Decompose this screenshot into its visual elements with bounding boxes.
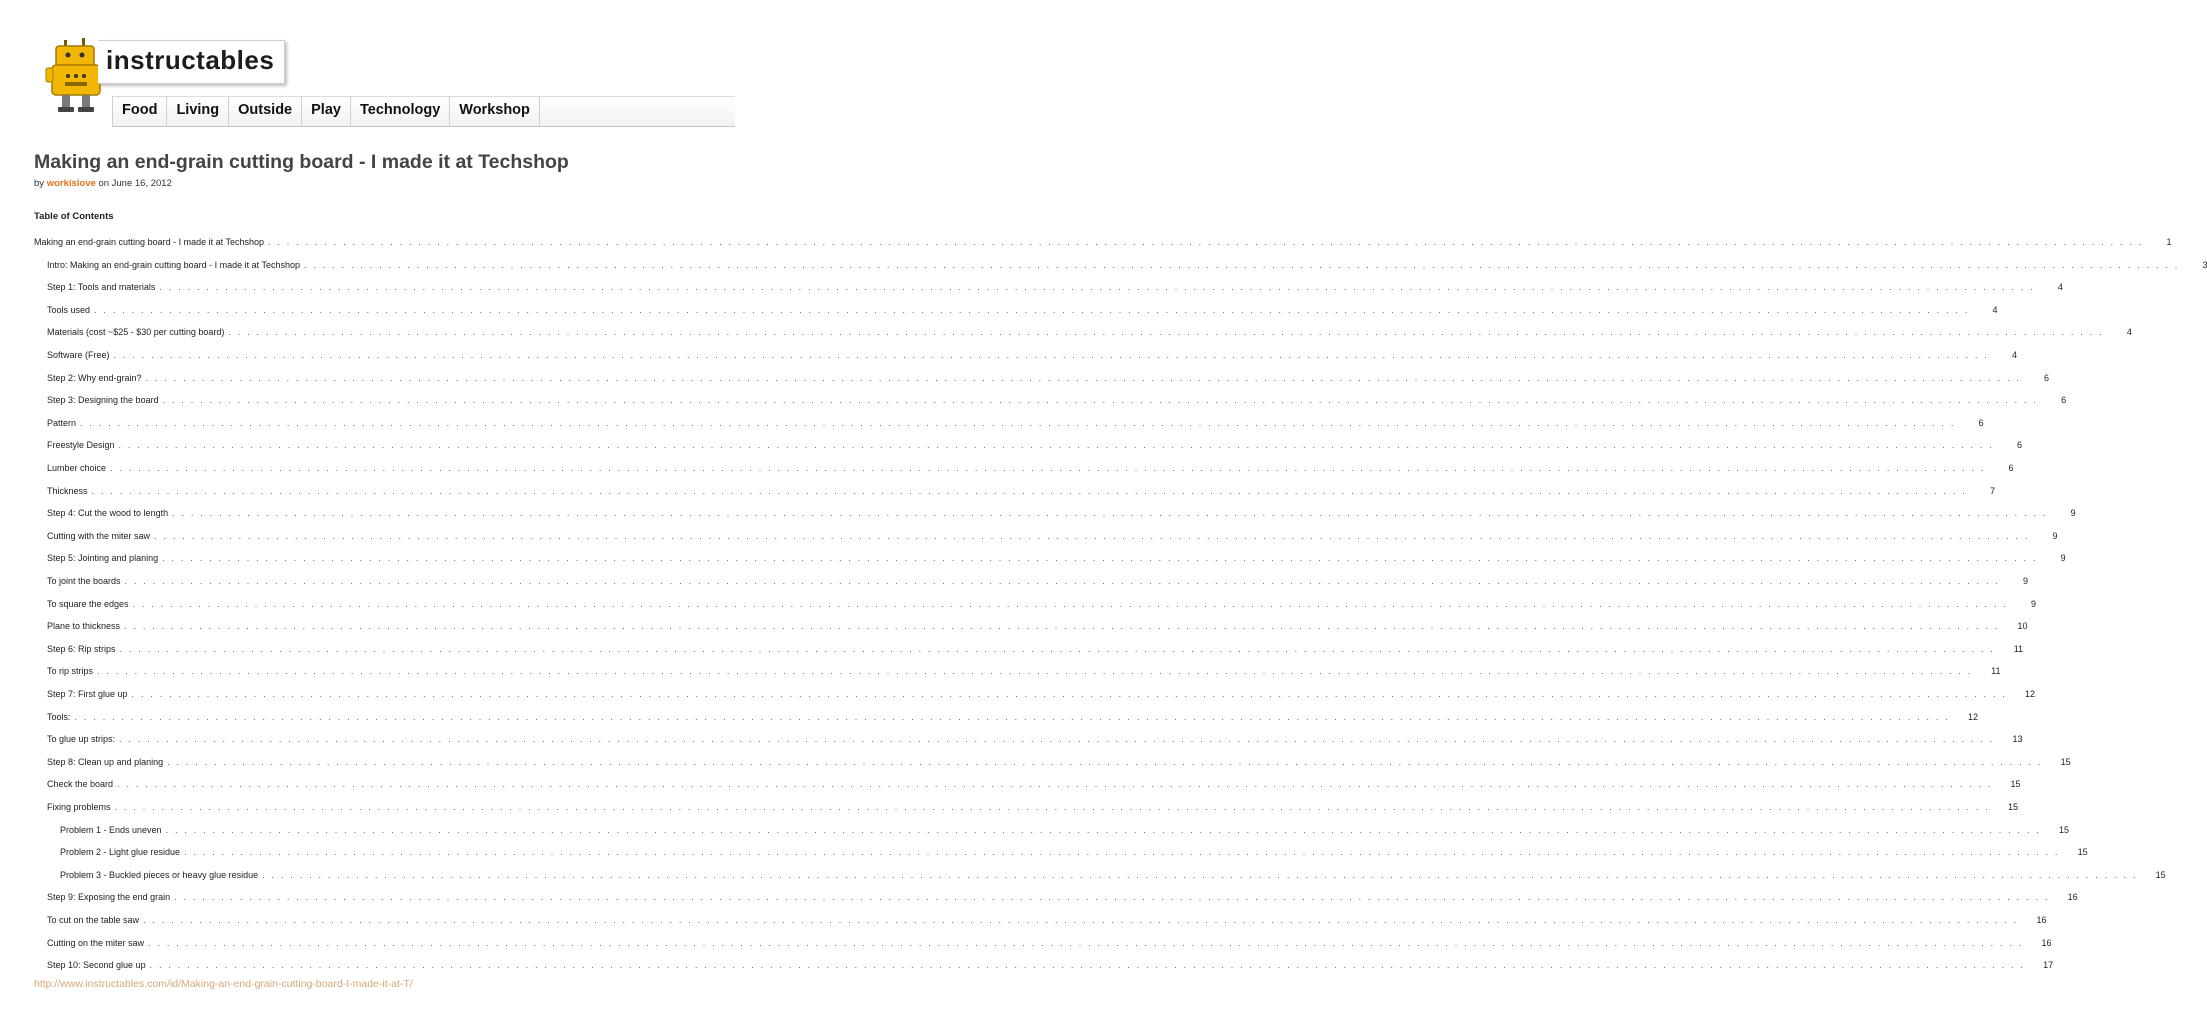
toc-entry-label: Making an end-grain cutting board - I made it at Techshop — [34, 237, 264, 247]
toc-entry-label: Thickness — [47, 485, 88, 496]
toc-leader-dots: . . . . . . . . . . . . . . . . . . . . . . . . . . . . . . . . . . . . . . . . . . . . . . . . . . . . . . . . . . . . . . . . . . . . . . . . . . . . . . . . . . . . . . . . . . . . . . . . . . . . . . . . . . . . . . . . . . . . . . . . . . . . . . . . . . . . . . . . . . . . . . . . . . . . . . . . . . . . . . . . . . . . . . . . . . . . . . . . . . . . . . . . . . . . . . . . . . . . . . . . — [172, 508, 2048, 519]
toc-leader-dots: . . . . . . . . . . . . . . . . . . . . . . . . . . . . . . . . . . . . . . . . . . . . . . . . . . . . . . . . . . . . . . . . . . . . . . . . . . . . . . . . . . . . . . . . . . . . . . . . . . . . . . . . . . . . . . . . . . . . . . . . . . . . . . . . . . . . . . . . . . . . . . . . . . . . . . . . . . . . . . . . . . . . . . . . . . . . . . . . . . . . . . . . . . . . . . . . . . . . . . . . — [262, 869, 2138, 880]
toc-entry-page: 3 — [2202, 259, 2207, 270]
byline-prefix: by — [34, 178, 45, 189]
toc-entry[interactable] — [0, 530, 2058, 543]
toc-entry-label: Freestyle Design — [47, 440, 115, 451]
toc-leader-dots: . . . . . . . . . . . . . . . . . . . . . . . . . . . . . . . . . . . . . . . . . . . . . . . . . . . . . . . . . . . . . . . . . . . . . . . . . . . . . . . . . . . . . . . . . . . . . . . . . . . . . . . . . . . . . . . . . . . . . . . . . . . . . . . . . . . . . . . . . . . . . . . . . . . . . . . . . . . . . . . . . . . . . . . . . . . . . . . . . . . . . . . . . . . . . . . . . . . . . . . . — [80, 417, 1956, 428]
toc-entry-page: 7 — [1990, 485, 1996, 496]
toc-entry[interactable] — [0, 824, 2070, 837]
toc-entry[interactable] — [0, 688, 2036, 701]
toc-leader-dots: . . . . . . . . . . . . . . . . . . . . . . . . . . . . . . . . . . . . . . . . . . . . . . . . . . . . . . . . . . . . . . . . . . . . . . . . . . . . . . . . . . . . . . . . . . . . . . . . . . . . . . . . . . . . . . . . . . . . . . . . . . . . . . . . . . . . . . . . . . . . . . . . . . . . . . . . . . . . . . . . . . . . . . . . . . . . . . . . . . . . . . . . . . . . . . . . . . . . . . . . — [124, 621, 2000, 632]
nav-food[interactable]: Food — [112, 97, 167, 126]
toc-entry-label: Step 7: First glue up — [47, 689, 128, 699]
toc-entry[interactable] — [0, 552, 2066, 565]
toc-entry-label: Step 5: Jointing and planing — [47, 553, 159, 564]
toc-leader-dots: . . . . . . . . . . . . . . . . . . . . . . . . . . . . . . . . . . . . . . . . . . . . . . . . . . . . . . . . . . . . . . . . . . . . . . . . . . . . . . . . . . . . . . . . . . . . . . . . . . . . . . . . . . . . . . . . . . . . . . . . . . . . . . . . . . . . . . . . . . . . . . . . . . . . . . . . . . . . . . . . . . . . . . . . . . . . . . . . . . . . . . . . . . . . . . . . . . . . . . . . — [97, 666, 1973, 677]
toc-entry-label: To joint the boards — [47, 576, 121, 586]
toc-entry-page: 12 — [1968, 711, 1979, 722]
toc-entry-page: 4 — [1992, 304, 1998, 315]
toc-leader-dots: . . . . . . . . . . . . . . . . . . . . . . . . . . . . . . . . . . . . . . . . . . . . . . . . . . . . . . . . . . . . . . . . . . . . . . . . . . . . . . . . . . . . . . . . . . . . . . . . . . . . . . . . . . . . . . . . . . . . . . . . . . . . . . . . . . . . . . . . . . . . . . . . . . . . . . . . . . . . . . . . . . . . . . . . . . . . . . . . . . . . . . . . . . . . . . . . . . . . . . . . — [118, 440, 1995, 451]
nav-play[interactable]: Play — [302, 97, 351, 126]
toc-entry-page: 6 — [2044, 372, 2050, 383]
toc-entry-label: Plane to thickness — [47, 621, 121, 632]
toc-entry[interactable] — [0, 778, 2021, 791]
toc-entry-page: 6 — [2008, 463, 2014, 473]
toc-entry-label: To glue up strips: — [47, 734, 116, 745]
toc-entry-label: Intro: Making an end-grain cutting board - I made it at Techshop — [47, 259, 300, 270]
toc-entry-label: Software (Free) — [47, 350, 110, 360]
toc-entry[interactable] — [0, 756, 2071, 769]
nav-living[interactable]: Living — [167, 97, 229, 126]
toc-entry[interactable] — [0, 733, 2023, 746]
toc-leader-dots: . . . . . . . . . . . . . . . . . . . . . . . . . . . . . . . . . . . . . . . . . . . . . . . . . . . . . . . . . . . . . . . . . . . . . . . . . . . . . . . . . . . . . . . . . . . . . . . . . . . . . . . . . . . . . . . . . . . . . . . . . . . . . . . . . . . . . . . . . . . . . . . . . . . . . . . . . . . . . . . . . . . . . . . . . . . . . . . . . . . . . . . . . . . . . . . . . . . . . . . . — [148, 937, 2024, 948]
toc-entry-page: 9 — [2070, 508, 2076, 519]
toc-entry[interactable] — [0, 349, 2018, 362]
toc-leader-dots: . . . . . . . . . . . . . . . . . . . . . . . . . . . . . . . . . . . . . . . . . . . . . . . . . . . . . . . . . . . . . . . . . . . . . . . . . . . . . . . . . . . . . . . . . . . . . . . . . . . . . . . . . . . . . . . . . . . . . . . . . . . . . . . . . . . . . . . . . . . . . . . . . . . . . . . . . . . . . . . . . . . . . . . . . . . . . . . . . . . . . . . . . . . . . . . . . . . . . . . . — [91, 485, 1968, 496]
toc-entry[interactable] — [0, 304, 1998, 317]
toc-entry-label: Step 10: Second glue up — [47, 960, 146, 971]
toc-entry-page: 6 — [1978, 417, 1984, 428]
toc-leader-dots: . . . . . . . . . . . . . . . . . . . . . . . . . . . . . . . . . . . . . . . . . . . . . . . . . . . . . . . . . . . . . . . . . . . . . . . . . . . . . . . . . . . . . . . . . . . . . . . . . . . . . . . . . . . . . . . . . . . . . . . . . . . . . . . . . . . . . . . . . . . . . . . . . . . . . . . . . . . . . . . . . . . . . . . . . . . . . . . . . . . . . . . . . . . . . . . . . . . . . . . . — [110, 463, 1986, 473]
toc-entry[interactable] — [0, 462, 2014, 475]
toc-entry[interactable] — [0, 236, 2172, 249]
toc-leader-dots: . . . . . . . . . . . . . . . . . . . . . . . . . . . . . . . . . . . . . . . . . . . . . . . . . . . . . . . . . . . . . . . . . . . . . . . . . . . . . . . . . . . . . . . . . . . . . . . . . . . . . . . . . . . . . . . . . . . . . . . . . . . . . . . . . . . . . . . . . . . . . . . . . . . . . . . . . . . . . . . . . . . . . . . . . . . . . . . . . . . . . . . . . . . . . . . . . . . . . . . . — [228, 327, 2104, 338]
toc-entry-label: Cutting on the miter saw — [47, 937, 145, 948]
toc-entry-label: Lumber choice — [47, 463, 107, 473]
toc-leader-dots: . . . . . . . . . . . . . . . . . . . . . . . . . . . . . . . . . . . . . . . . . . . . . . . . . . . . . . . . . . . . . . . . . . . . . . . . . . . . . . . . . . . . . . . . . . . . . . . . . . . . . . . . . . . . . . . . . . . . . . . . . . . . . . . . . . . . . . . . . . . . . . . . . . . . . . . . . . . . . . . . . . . . . . . . . . . . . . . . . . . . . . . . . . . . . . . . . . . . . . . . — [124, 576, 2001, 586]
toc-entry-label: To cut on the table saw — [47, 915, 140, 925]
toc-entry[interactable] — [0, 869, 2166, 882]
toc-entry-page: 1 — [2166, 237, 2172, 247]
toc-entry-label: Step 1: Tools and materials — [47, 282, 156, 293]
toc-entry[interactable] — [0, 914, 2047, 927]
publish-date: on June 16, 2012 — [98, 178, 172, 189]
toc-entry[interactable] — [0, 326, 2132, 339]
toc-entry-page: 15 — [2155, 869, 2166, 880]
toc-entry[interactable] — [0, 485, 1996, 498]
toc-entry-page: 12 — [2025, 689, 2036, 699]
nav-technology[interactable]: Technology — [351, 97, 450, 126]
toc-entry-label: Pattern — [47, 417, 77, 428]
toc-entry[interactable] — [0, 643, 2024, 656]
toc-entry-label: To rip strips — [47, 666, 94, 677]
toc-entry[interactable] — [0, 439, 2023, 452]
toc-entry-page: 4 — [2126, 327, 2132, 338]
toc-entry[interactable] — [0, 417, 1984, 430]
toc-entry[interactable] — [0, 507, 2076, 520]
toc-leader-dots: . . . . . . . . . . . . . . . . . . . . . . . . . . . . . . . . . . . . . . . . . . . . . . . . . . . . . . . . . . . . . . . . . . . . . . . . . . . . . . . . . . . . . . . . . . . . . . . . . . . . . . . . . . . . . . . . . . . . . . . . . . . . . . . . . . . . . . . . . . . . . . . . . . . . . . . . . . . . . . . . . . . . . . . . . . . . . . . . . . . . . . . . . . . . . . . . . . . . . . . . — [94, 304, 1970, 315]
toc-entry-page: 17 — [2043, 960, 2054, 971]
toc-leader-dots: . . . . . . . . . . . . . . . . . . . . . . . . . . . . . . . . . . . . . . . . . . . . . . . . . . . . . . . . . . . . . . . . . . . . . . . . . . . . . . . . . . . . . . . . . . . . . . . . . . . . . . . . . . . . . . . . . . . . . . . . . . . . . . . . . . . . . . . . . . . . . . . . . . . . . . . . . . . . . . . . . . . . . . . . . . . . . . . . . . . . . . . . . . . . . . . . . . . . . . . . — [114, 802, 1991, 812]
toc-leader-dots: . . . . . . . . . . . . . . . . . . . . . . . . . . . . . . . . . . . . . . . . . . . . . . . . . . . . . . . . . . . . . . . . . . . . . . . . . . . . . . . . . . . . . . . . . . . . . . . . . . . . . . . . . . . . . . . . . . . . . . . . . . . . . . . . . . . . . . . . . . . . . . . . . . . . . . . . . . . . . . . . . . . . . . . . . . . . . . . . . . . . . . . . . . . . . . . . . . . . . . . . — [74, 711, 1951, 722]
toc-leader-dots: . . . . . . . . . . . . . . . . . . . . . . . . . . . . . . . . . . . . . . . . . . . . . . . . . . . . . . . . . . . . . . . . . . . . . . . . . . . . . . . . . . . . . . . . . . . . . . . . . . . . . . . . . . . . . . . . . . . . . . . . . . . . . . . . . . . . . . . . . . . . . . . . . . . . . . . . . . . . . . . . . . . . . . . . . . . . . . . . . . . . . . . . . . . . . . . . . . . . . . . . — [174, 892, 2050, 903]
toc-entry-page: 4 — [2057, 282, 2063, 293]
toc-entry[interactable] — [0, 281, 2063, 294]
toc-entry-label: Step 9: Exposing the end grain — [47, 892, 171, 903]
category-nav — [112, 96, 735, 127]
toc-entry-page: 6 — [2017, 440, 2023, 451]
toc-entry-label: Tools: — [47, 711, 71, 722]
toc-heading: Table of Contents — [34, 211, 114, 222]
toc-entry-page: 9 — [2031, 598, 2037, 609]
toc-entry-page: 15 — [2060, 756, 2071, 767]
toc-entry-page: 11 — [1991, 666, 2001, 677]
toc-entry[interactable] — [0, 711, 1979, 724]
toc-entry-label: Tools used — [47, 304, 91, 315]
toc-entry[interactable] — [0, 575, 2029, 588]
toc-entry-label: Problem 3 - Buckled pieces or heavy glue residue — [60, 869, 259, 880]
toc-entry-page: 13 — [2012, 734, 2023, 745]
toc-leader-dots: . . . . . . . . . . . . . . . . . . . . . . . . . . . . . . . . . . . . . . . . . . . . . . . . . . . . . . . . . . . . . . . . . . . . . . . . . . . . . . . . . . . . . . . . . . . . . . . . . . . . . . . . . . . . . . . . . . . . . . . . . . . . . . . . . . . . . . . . . . . . . . . . . . . . . . . . . . . . . . . . . . . . . . . . . . . . . . . . . . . . . . . . . . . . . . . . . . . . . . . . — [165, 824, 2042, 835]
author-link[interactable]: workislove — [46, 178, 96, 189]
toc-entry[interactable] — [0, 801, 2019, 814]
toc-leader-dots: . . . . . . . . . . . . . . . . . . . . . . . . . . . . . . . . . . . . . . . . . . . . . . . . . . . . . . . . . . . . . . . . . . . . . . . . . . . . . . . . . . . . . . . . . . . . . . . . . . . . . . . . . . . . . . . . . . . . . . . . . . . . . . . . . . . . . . . . . . . . . . . . . . . . . . . . . . . . . . . . . . . . . . . . . . . . . . . . . . . . . . . . . . . . . . . . . . . . . . . . — [167, 756, 2043, 767]
toc-entry-label: Step 4: Cut the wood to length — [47, 508, 169, 519]
toc-leader-dots: . . . . . . . . . . . . . . . . . . . . . . . . . . . . . . . . . . . . . . . . . . . . . . . . . . . . . . . . . . . . . . . . . . . . . . . . . . . . . . . . . . . . . . . . . . . . . . . . . . . . . . . . . . . . . . . . . . . . . . . . . . . . . . . . . . . . . . . . . . . . . . . . . . . . . . . . . . . . . . . . . . . . . . . . . . . . . . . . . . . . . . . . . . . . . . . . . . . . . . . . — [162, 553, 2038, 564]
page-title: Making an end-grain cutting board - I made it at Techshop — [34, 151, 569, 173]
toc-entry-page: 15 — [2008, 802, 2019, 812]
toc-leader-dots: . . . . . . . . . . . . . . . . . . . . . . . . . . . . . . . . . . . . . . . . . . . . . . . . . . . . . . . . . . . . . . . . . . . . . . . . . . . . . . . . . . . . . . . . . . . . . . . . . . . . . . . . . . . . . . . . . . . . . . . . . . . . . . . . . . . . . . . . . . . . . . . . . . . . . . . . . . . . . . . . . . . . . . . . . . . . . . . . . . . . . . . . . . . . . . . . . . . . . . . . — [131, 689, 2008, 699]
toc-entry-label: Step 3: Designing the board — [47, 395, 159, 406]
toc-entry-page: 15 — [2059, 824, 2070, 835]
toc-entry-label: Step 2: Why end-grain? — [47, 372, 142, 383]
toc-entry-label: Problem 2 - Light glue residue — [60, 847, 181, 858]
toc-entry-label: Step 6: Rip strips — [47, 643, 116, 654]
toc-leader-dots: . . . . . . . . . . . . . . . . . . . . . . . . . . . . . . . . . . . . . . . . . . . . . . . . . . . . . . . . . . . . . . . . . . . . . . . . . . . . . . . . . . . . . . . . . . . . . . . . . . . . . . . . . . . . . . . . . . . . . . . . . . . . . . . . . . . . . . . . . . . . . . . . . . . . . . . . . . . . . . . . . . . . . . . . . . . . . . . . . . . . . . . . . . . . . . . . . . . . . . . . — [159, 282, 2035, 293]
toc-entry-label: Materials (cost ~$25 - $30 per cutting board) — [47, 327, 225, 338]
toc-leader-dots: . . . . . . . . . . . . . . . . . . . . . . . . . . . . . . . . . . . . . . . . . . . . . . . . . . . . . . . . . . . . . . . . . . . . . . . . . . . . . . . . . . . . . . . . . . . . . . . . . . . . . . . . . . . . . . . . . . . . . . . . . . . . . . . . . . . . . . . . . . . . . . . . . . . . . . . . . . . . . . . . . . . . . . . . . . . . . . . . . . . . . . . . . . . . . . . . . . . . . . . . — [149, 960, 2026, 971]
toc-leader-dots: . . . . . . . . . . . . . . . . . . . . . . . . . . . . . . . . . . . . . . . . . . . . . . . . . . . . . . . . . . . . . . . . . . . . . . . . . . . . . . . . . . . . . . . . . . . . . . . . . . . . . . . . . . . . . . . . . . . . . . . . . . . . . . . . . . . . . . . . . . . . . . . . . . . . . . . . . . . . . . . . . . . . . . . . . . . . . . . . . . . . . . . . . . . . . . . . . . . . . . . . — [119, 734, 1995, 745]
toc-entry-page: 16 — [2036, 915, 2047, 925]
toc-leader-dots: . . . . . . . . . . . . . . . . . . . . . . . . . . . . . . . . . . . . . . . . . . . . . . . . . . . . . . . . . . . . . . . . . . . . . . . . . . . . . . . . . . . . . . . . . . . . . . . . . . . . . . . . . . . . . . . . . . . . . . . . . . . . . . . . . . . . . . . . . . . . . . . . . . . . . . . . . . . . . . . . . . . . . . . . . . . . . . . . . . . . . . . . . . . . . . . . . . . . . . . . — [267, 237, 2144, 247]
toc-entry-page: 11 — [2013, 643, 2024, 654]
toc-leader-dots: . . . . . . . . . . . . . . . . . . . . . . . . . . . . . . . . . . . . . . . . . . . . . . . . . . . . . . . . . . . . . . . . . . . . . . . . . . . . . . . . . . . . . . . . . . . . . . . . . . . . . . . . . . . . . . . . . . . . . . . . . . . . . . . . . . . . . . . . . . . . . . . . . . . . . . . . . . . . . . . . . . . . . . . . . . . . . . . . . . . . . . . . . . . . . . . . . . . . . . . . — [154, 530, 2030, 541]
toc-entry[interactable] — [0, 959, 2054, 972]
nav-outside[interactable]: Outside — [229, 97, 302, 126]
toc-entry-label: Fixing problems — [47, 802, 111, 812]
toc-leader-dots: . . . . . . . . . . . . . . . . . . . . . . . . . . . . . . . . . . . . . . . . . . . . . . . . . . . . . . . . . . . . . . . . . . . . . . . . . . . . . . . . . . . . . . . . . . . . . . . . . . . . . . . . . . . . . . . . . . . . . . . . . . . . . . . . . . . . . . . . . . . . . . . . . . . . . . . . . . . . . . . . . . . . . . . . . . . . . . . . . . . . . . . . . . . . . . . . . . . . . . . . — [145, 372, 2022, 383]
toc-leader-dots: . . . . . . . . . . . . . . . . . . . . . . . . . . . . . . . . . . . . . . . . . . . . . . . . . . . . . . . . . . . . . . . . . . . . . . . . . . . . . . . . . . . . . . . . . . . . . . . . . . . . . . . . . . . . . . . . . . . . . . . . . . . . . . . . . . . . . . . . . . . . . . . . . . . . . . . . . . . . . . . . . . . . . . . . . . . . . . . . . . . . . . . . . . . . . . . . . . . . . . . . — [184, 847, 2060, 858]
toc-entry[interactable] — [0, 372, 2050, 385]
toc-entry[interactable] — [0, 394, 2067, 407]
toc-entry[interactable] — [0, 259, 2207, 272]
toc-entry-page: 9 — [2023, 576, 2029, 586]
toc-leader-dots: . . . . . . . . . . . . . . . . . . . . . . . . . . . . . . . . . . . . . . . . . . . . . . . . . . . . . . . . . . . . . . . . . . . . . . . . . . . . . . . . . . . . . . . . . . . . . . . . . . . . . . . . . . . . . . . . . . . . . . . . . . . . . . . . . . . . . . . . . . . . . . . . . . . . . . . . . . . . . . . . . . . . . . . . . . . . . . . . . . . . . . . . . . . . . . . . . . . . . . . . — [119, 643, 1996, 654]
toc-entry-page: 9 — [2052, 530, 2058, 541]
toc-entry[interactable] — [0, 598, 2037, 611]
toc-entry-page: 10 — [2017, 621, 2028, 632]
toc-leader-dots: . . . . . . . . . . . . . . . . . . . . . . . . . . . . . . . . . . . . . . . . . . . . . . . . . . . . . . . . . . . . . . . . . . . . . . . . . . . . . . . . . . . . . . . . . . . . . . . . . . . . . . . . . . . . . . . . . . . . . . . . . . . . . . . . . . . . . . . . . . . . . . . . . . . . . . . . . . . . . . . . . . . . . . . . . . . . . . . . . . . . . . . . . . . . . . . . . . . . . . . . — [132, 598, 2009, 609]
toc-entry-label: Problem 1 - Ends uneven — [60, 824, 162, 835]
brand-banner[interactable] — [98, 40, 285, 84]
toc-entry[interactable] — [0, 620, 2028, 633]
toc-entry-label: Step 8: Clean up and planing — [47, 756, 164, 767]
toc-entry[interactable] — [0, 937, 2052, 950]
toc-leader-dots: . . . . . . . . . . . . . . . . . . . . . . . . . . . . . . . . . . . . . . . . . . . . . . . . . . . . . . . . . . . . . . . . . . . . . . . . . . . . . . . . . . . . . . . . . . . . . . . . . . . . . . . . . . . . . . . . . . . . . . . . . . . . . . . . . . . . . . . . . . . . . . . . . . . . . . . . . . . . . . . . . . . . . . . . . . . . . . . . . . . . . . . . . . . . . . . . . . . . . . . . — [162, 395, 2039, 406]
toc-leader-dots: . . . . . . . . . . . . . . . . . . . . . . . . . . . . . . . . . . . . . . . . . . . . . . . . . . . . . . . . . . . . . . . . . . . . . . . . . . . . . . . . . . . . . . . . . . . . . . . . . . . . . . . . . . . . . . . . . . . . . . . . . . . . . . . . . . . . . . . . . . . . . . . . . . . . . . . . . . . . . . . . . . . . . . . . . . . . . . . . . . . . . . . . . . . . . . . . . . . . . . . . — [303, 259, 2180, 270]
toc-entry[interactable] — [0, 891, 2078, 904]
toc-entry-page: 9 — [2060, 553, 2066, 564]
toc-entry-page: 4 — [2012, 350, 2018, 360]
toc-leader-dots: . . . . . . . . . . . . . . . . . . . . . . . . . . . . . . . . . . . . . . . . . . . . . . . . . . . . . . . . . . . . . . . . . . . . . . . . . . . . . . . . . . . . . . . . . . . . . . . . . . . . . . . . . . . . . . . . . . . . . . . . . . . . . . . . . . . . . . . . . . . . . . . . . . . . . . . . . . . . . . . . . . . . . . . . . . . . . . . . . . . . . . . . . . . . . . . . . . . . . . . . — [117, 779, 1993, 790]
toc-entry-label: Cutting with the miter saw — [47, 530, 151, 541]
toc-entry-label: Check the board — [47, 779, 114, 790]
byline — [34, 178, 172, 189]
toc-leader-dots: . . . . . . . . . . . . . . . . . . . . . . . . . . . . . . . . . . . . . . . . . . . . . . . . . . . . . . . . . . . . . . . . . . . . . . . . . . . . . . . . . . . . . . . . . . . . . . . . . . . . . . . . . . . . . . . . . . . . . . . . . . . . . . . . . . . . . . . . . . . . . . . . . . . . . . . . . . . . . . . . . . . . . . . . . . . . . . . . . . . . . . . . . . . . . . . . . . . . . . . . — [143, 915, 2019, 925]
toc-leader-dots: . . . . . . . . . . . . . . . . . . . . . . . . . . . . . . . . . . . . . . . . . . . . . . . . . . . . . . . . . . . . . . . . . . . . . . . . . . . . . . . . . . . . . . . . . . . . . . . . . . . . . . . . . . . . . . . . . . . . . . . . . . . . . . . . . . . . . . . . . . . . . . . . . . . . . . . . . . . . . . . . . . . . . . . . . . . . . . . . . . . . . . . . . . . . . . . . . . . . . . . . — [113, 350, 1990, 360]
toc-entry[interactable] — [0, 665, 2001, 678]
toc-entry[interactable] — [0, 846, 2088, 859]
toc-entry-page: 15 — [2077, 847, 2088, 858]
toc-entry-page: 16 — [2067, 892, 2078, 903]
toc-entry-page: 6 — [2061, 395, 2067, 406]
toc-entry-page: 16 — [2041, 937, 2052, 948]
nav-workshop[interactable]: Workshop — [450, 97, 540, 126]
toc-entry-page: 15 — [2010, 779, 2021, 790]
brand-name: instructables — [106, 45, 275, 75]
toc-entry-label: To square the edges — [47, 598, 129, 609]
footer-url-link[interactable]: http://www.instructables.com/id/Making-an-end-grain-cutting-board-I-made-it-at-T/ — [34, 978, 413, 990]
